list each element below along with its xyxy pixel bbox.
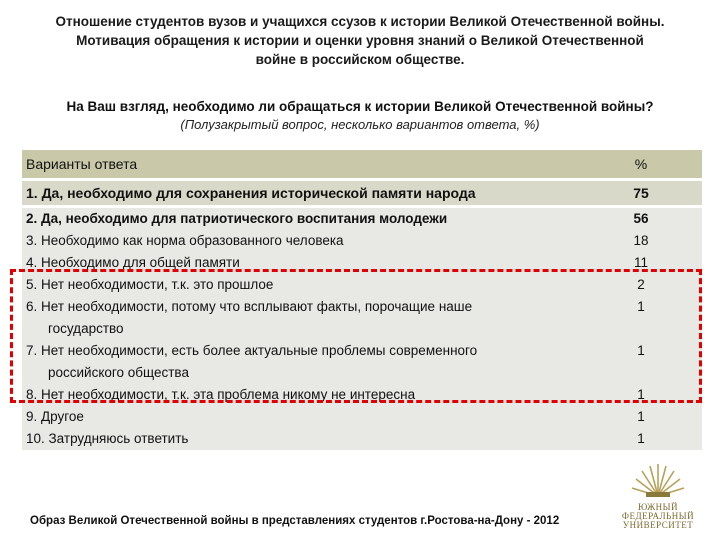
- answer-percent: 2: [637, 277, 645, 292]
- question-note: (Полузакрытый вопрос, несколько вариантов ответа, %): [180, 117, 540, 132]
- title-line-2: Мотивация обращения к истории и оценки уровня знаний о Великой Отечественной: [76, 33, 644, 48]
- university-logo: [608, 462, 708, 528]
- answer-text: 4. Необходимо для общей памяти: [26, 255, 240, 270]
- header-answer: Варианты ответа: [26, 156, 138, 172]
- logo-line-2: ФЕДЕРАЛЬНЫЙ: [621, 511, 695, 521]
- table-row: [22, 208, 702, 230]
- answer-percent: 1: [637, 387, 645, 402]
- answer-text: 1. Да, необходимо для сохранения исторической памяти народа: [26, 185, 476, 201]
- answer-percent: 11: [633, 255, 648, 270]
- sunburst-icon: [628, 462, 688, 498]
- title-line-3: войне в российском обществе.: [255, 52, 465, 67]
- answer-percent: 18: [633, 233, 649, 248]
- header-percent: %: [634, 156, 648, 172]
- answer-line: 6. Нет необходимости, потому что всплывают факты, порочащие наше: [26, 299, 473, 314]
- answer-text: 9. Другое: [26, 409, 84, 424]
- answer-text: 3. Необходимо как норма образованного человека: [26, 233, 344, 248]
- table-header: [22, 150, 702, 178]
- footer-caption: Образ Великой Отечественной войны в представлениях студентов г.Ростова-на-Дону - 2012: [30, 515, 560, 527]
- slide-title: [20, 12, 700, 69]
- answer-text: 2. Да, необходимо для патриотического воспитания молодежи: [26, 211, 448, 226]
- answer-percent: 1: [637, 299, 645, 314]
- title-line-1: Отношение студентов вузов и учащихся ссузов к истории Великой Отечественной войны.: [55, 14, 665, 29]
- answer-continuation: государство: [48, 321, 124, 336]
- table-row: [22, 181, 702, 205]
- answer-percent: 1: [637, 431, 645, 446]
- logo-line-1: ЮЖНЫЙ: [637, 502, 679, 512]
- survey-question: На Ваш взгляд, необходимо ли обращаться к истории Великой Отечественной войны?: [66, 99, 654, 114]
- answer-percent: 75: [633, 185, 649, 201]
- logo-line-3: УНИВЕРСИТЕТ: [622, 520, 694, 530]
- answer-percent: 56: [633, 211, 649, 226]
- table-row: [22, 230, 702, 252]
- highlight-dashed-box: [10, 269, 702, 403]
- answer-text: 10. Затрудняюсь ответить: [26, 431, 189, 446]
- answer-percent: 1: [637, 343, 645, 358]
- answer-line: 7. Нет необходимости, есть более актуальные проблемы современного: [26, 343, 478, 358]
- table-row: [22, 428, 702, 450]
- table-row: [22, 406, 702, 428]
- answer-text: 5. Нет необходимости, т.к. это прошлое: [26, 277, 274, 292]
- answer-text: 8. Нет необходимости, т.к. эта проблема никому не интересна: [26, 387, 416, 402]
- answer-continuation: российского общества: [48, 365, 189, 380]
- answer-percent: 1: [637, 409, 645, 424]
